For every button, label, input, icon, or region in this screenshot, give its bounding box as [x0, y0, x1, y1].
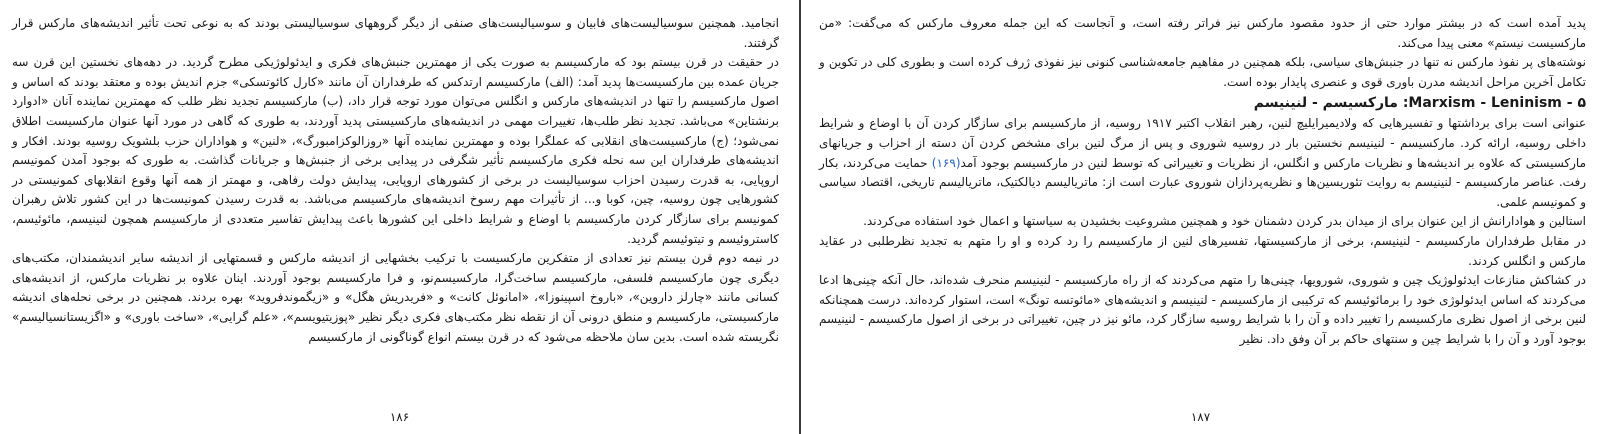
right-page — [801, 0, 1600, 434]
paragraph-text: حمایت می‌کردند، بکار رفت. عناصر مارکسیسم - لنینیسم به روایت تئوریسین‌ها و نظریه‌پردازان شوروی عبارت است از: ماتریالیسم دیالکتیک، ماتریالیسم تاریخی، اقتصاد سیاسی و کمونیسم علمی. — [819, 155, 1586, 209]
page-number-left: ۱۸۶ — [389, 410, 410, 424]
paragraph-definition — [819, 114, 1586, 212]
paragraph: نوشته‌های پر نفوذ مارکس نه تنها در جنبش‌های سیاسی، بلکه همچنین در مفاهیم جامعه‌شناسی کنونی نیز نفوذی ژرف کرده است و بطوری کلی در تکوین و تکامل آخرین مراحل اندیشه مدرن باوری قوی و عنصری پایدار بوده است. — [819, 55, 1586, 89]
section-heading: ۵ - Marxism - Leninism: مارکسیسم - لنینیسم — [1253, 95, 1586, 112]
paragraph: در نیمه دوم قرن بیستم نیز تعدادی از متفکرین مارکسیست با ترکیب بخشهایی از اندیشه مارکس و قسمتهایی از اندیشه سایر اندیشمندان، مکتب‌های دیگری چون مارکسیسم فلسفی، مارکسیسم ساخت‌گرا، مارکسیسم‌نو، و فرا مارکسیسم بوجود آوردند. اینان علاوه بر نظریات مارکس، از اندیشه‌های کسانی مانند «چارلز داروین»، «باروخ اسپینوزا»، «امانوئل کانت» و «فریدریش هگل» و «زیگموندفروید» بهره بردند. همچنین در برخی نحله‌های اندیشه مارکسیستی، مارکسیسم و منطق درونی آن از نقطه نظر مکتب‌های فکری دیگر نظیر «پوزیتیویسم»، «علم گرایی»، «ساخت باوری» و «اگزیستانسیالیسم» نگریسته شده است. بدین سان ملاحظه می‌شود که در قرن بیستم انواع گوناگونی از مارکسیسم — [12, 251, 779, 344]
paragraph-text: عنوانی است برای برداشتها و تفسیرهایی که ولادیمیرایلیچ لنین، رهبر انقلاب اکتبر ۱۹۱۷ روسیه، از مارکسیسم برای سازگار کردن آن با اوضاع و شرایط داخلی روسیه، ارائه کرد. مارکسیسم - لنینیسم نخستین بار در روسیه شوروی و پس از مرگ لنین برای مشخص کردن آن دسته از احزاب و جریانهای مارکسیستی که علاوه بر اندیشه‌ها و نظریات مارکس و انگلس، از نظریات و تغییراتی که توسط لنین در مارکسیسم بوجود آمد — [819, 116, 1586, 170]
paragraph: استالین و هوادارانش از این عنوان برای از میدان بدر کردن دشمنان خود و همچنین مشروعیت بخشیدن به سیاستها و اعمال خود استفاده می‌کردند. — [863, 214, 1586, 229]
page-number-right: ۱۸۷ — [1190, 410, 1211, 424]
paragraph: پدید آمده است که در بیشتر موارد حتی از حدود مقصود مارکس نیز فراتر رفته است، و آنجاست که این جمله معروف مارکس که می‌گفت: «من مارکسیست نیستم» معنی پیدا می‌کند. — [819, 16, 1586, 50]
paragraph: در کشاکش منازعات ایدئولوژیک چین و شوروی، شورویها، چینی‌ها را متهم می‌کردند که از راه مارکسیسم - لنینیسم منحرف شده‌اند، حال آنکه چینی‌ها ادعا می‌کردند که اساس ایدئولوژی خود را برمائوئیسم که ترکیبی از مارکسیسم - لنینیسم و اندیشه‌های «مائوتسه تونگ» است، استوار کرده‌اند. درست همچنانکه لنین برخی از اصول نظری مارکسیسم را تغییر داده و آن را با شرایط روسیه سازگار کرد، مائو نیز در چین، تغییراتی در برخی از اصول مارکسیسم - لنینیسم بوجود آورد و آن را با شرایط چین و سنتهای حاکم بر آن وفق داد. نظیر — [819, 273, 1586, 346]
footnote-reference[interactable]: (۱۶۹) — [931, 155, 961, 170]
left-page — [0, 0, 799, 434]
paragraph: در مقابل طرفداران مارکسیسم - لنینیسم، برخی از مارکسیستها، تفسیرهای لنین از مارکسیسم را رد کرده و او را متهم به تجدید نظرطلبی در عقاید مارکس و انگلس کردند. — [819, 233, 1586, 268]
paragraph: انجامید. همچنین سوسیالیست‌های فابیان و سوسیالیست‌های صنفی از دیگر گروههای سوسیالیستی بودند که به نوعی تحت تأثیر اندیشه‌های مارکس قرار گرفتند. — [12, 16, 779, 50]
paragraph: در حقیقت در قرن بیستم بود که مارکسیسم به صورت یکی از مهمترین جنبش‌های فکری و ایدئولوژیکی مطرح گردید. در دهه‌های نخستین این قرن سه جریان عمده بین مارکسیست‌ها پدید آمد: (الف) مارکسیسم ارتدکس که طرفداران آن مانند «کارل کائوتسکی» جزم اندیش بوده و معتقد بودند که اساس و اصول مارکسیسم را تنها در اندیشه‌های مارکس و انگلس می‌توان مورد توجه قرار داد، (ب) مارکسیسم تجدید نظر طلب که مهمترین نماینده آنان «ادوارد برنشتاین» می‌باشد. تجدید نظر طلب‌ها، تغییرات مهمی در اندیشه‌های مارکسیستی پدید آوردند، به طوری که گاهی در مورد آنها عنوان مارکسیست اطلاق نمی‌شود؛ (ج) مارکسیست‌های انقلابی که عملگرا بوده و مهمترین نماینده آنها «روزالوکزامبورگ»، «لنین» و هواداران حزب بلشویک روسیه بودند. افکار و اندیشه‌های طرفداران این سه نحله فکری مارکسیسم تأثیر شگرفی در پیدایی برخی از جنبش‌ها و جریانات گذاشت. به طوری که بوجود آمدن کمونیسم اروپایی، به قدرت رسیدن احزاب سوسیالیست در برخی از کشورهای اروپایی، پیدایش دولت رفاهی، و مهمتر از همه آنها وقوع انقلابهای کمونیستی در کشورهایی چون روسیه، چین، کوبا و... از تأثیرات مهم رسوخ اندیشه‌های مارکسیسم می‌باشد. به قدرت رسیدن کمونیست‌ها در این کشور تلاش رهبران کمونیسم برای سازگار کردن مارکسیسم با اوضاع و شرایط داخلی این کشورها باعث پیدایش تفاسیر متعددی از مارکسیسم همچون لنینیسم، مائوئیسم، کاستروئیسم و تیتوئیسم گردید. — [12, 55, 779, 246]
